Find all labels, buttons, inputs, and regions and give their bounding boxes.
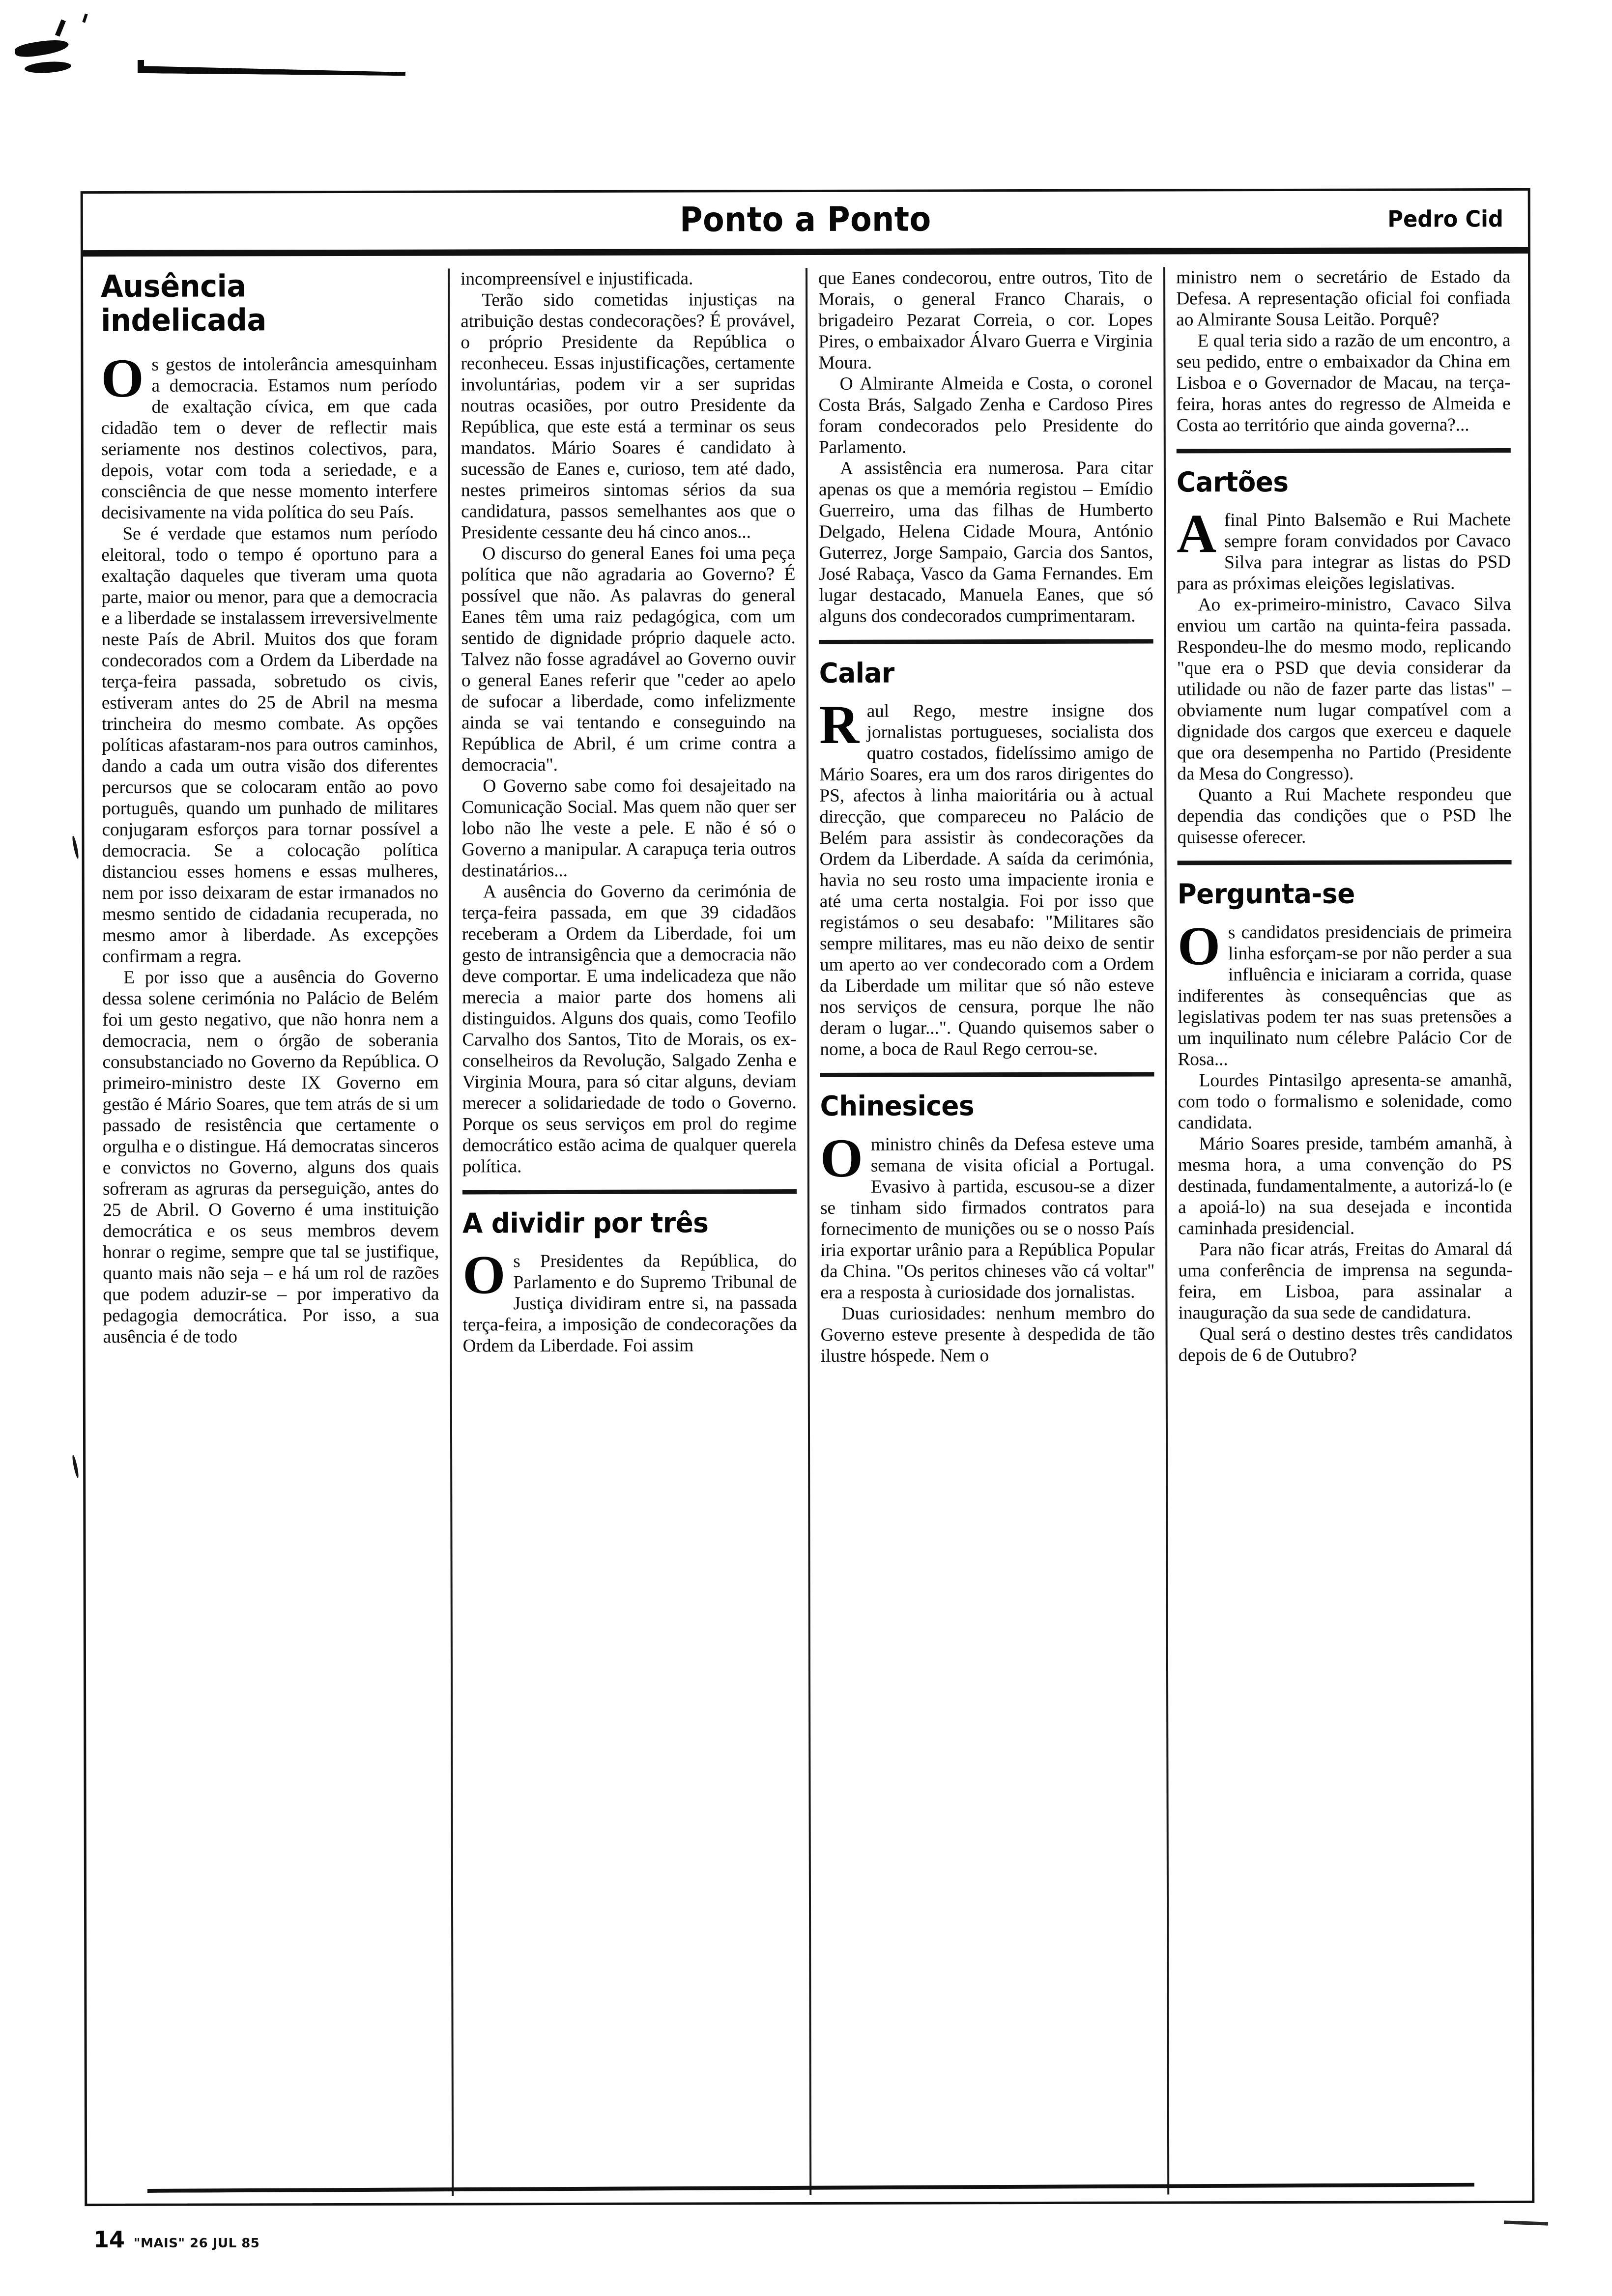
scan-artifact-bottom-speck (1504, 2220, 1548, 2225)
dropcap: R (819, 694, 859, 756)
paragraph (101, 347, 438, 523)
paragraph-text: s Presidentes da República, do Parlamento e do Supremo Tribunal de Justiça dividiram entre si, na passada terça-feira, a imposição de condecorações da Ordem da Liberdade. Foi assim (462, 1251, 797, 1356)
paragraph-text: ministro chinês da Defesa esteve uma semana de visita oficial a Portugal. Evasivo à partida, escusou-se a dizer se tinham sido firmados contratos para fornecimento de munições ou se o nosso País iria exportar urânio para a República Popular da China. "Os peritos chineses vão cá voltar" era a resposta à curiosidade dos jornalistas. (820, 1134, 1155, 1303)
paragraph: A ausência do Governo da cerimónia de terça-feira passada, em que 39 cidadãos receberam a Ordem da Liberdade, foi um gesto de intransigência que a democracia não deve comportar. E uma indelicadeza que não merecia a maior parte dos homens ali distinguidos. Alguns dos quais, como Teofilo Carvalho dos Santos, Tito de Morais, os ex-conselheiros da Revolução, Salgado Zenha e Virginia Moura, para só citar alguns, deviam merecer a solidariedade de todo o Governo. Porque os seus serviços em prol do regime democrático estão acima de qualquer querela política. (461, 881, 797, 1177)
article-calar (819, 639, 1154, 1061)
article-headline: Calar (819, 657, 894, 689)
article-body (819, 694, 1154, 1060)
paragraph: Para não ficar atrás, Freitas do Amaral dá uma conferência de imprensa na segunda-feira, em Lisboa, para assinalar a inauguração da sua sede de candidatura. (1178, 1238, 1513, 1323)
paragraph: Terão sido cometidas injustiças na atribuição destas condecorações? É provável, o próprio Presidente da República o reconheceu. Essas injustificações, certamente involuntárias, podem vir a ser supridas noutras ocasiões, por outro Presidente da República, que este está a terminar os seus mandatos. Mário Soares é candidato à sucessão de Eanes e, curioso, tem até dado, nestes primeiros sintomas sérios da sua candidatura, passos semelhantes aos que o Presidente cessante deu há cinco anos... (461, 289, 796, 543)
article-headline: Ausência indelicada (101, 268, 266, 339)
paragraph-text: aul Rego, mestre insigne dos jornalistas portugueses, socialista dos quatro costados, fidelíssimo amigo de Mário Soares, era um dos raros dirigentes do PS, afectos à linha maioritária ou à actual direcção, que compareceu no Palácio de Belém para assistir às condecorações da Ordem da Liberdade. A saída da cerimónia, havia no seu rosto uma impaciente ironia e até uma certa nostalgia. Foi por isso que registámos o seu desabafo: "Militares são sempre militares, mas eu não deixo de sentir um aperto ao ver condecorado com a Ordem da Liberdade um militar que só não esteve nos serviços de censura, porque lhe não deram o lugar...". Quando quisemos saber o nome, a boca de Raul Rego cerrou-se. (819, 700, 1154, 1060)
article-columns (83, 254, 1532, 2204)
column-4 (1163, 266, 1525, 2195)
page-footer (93, 2226, 259, 2253)
newspaper-page-frame (81, 188, 1535, 2206)
article-divider-rule (1177, 448, 1511, 453)
dropcap: A (1177, 503, 1217, 565)
article-divider-rule (1178, 860, 1512, 865)
article-body (1177, 915, 1513, 1366)
scan-edge-mark-upper (71, 835, 80, 859)
paragraph (1177, 503, 1511, 594)
article-body (101, 347, 439, 1347)
scan-artifact-tick (82, 14, 87, 23)
column-2 (448, 268, 809, 2196)
publication-date: "MAIS" 26 JUL 85 (134, 2236, 260, 2251)
paragraph: Mário Soares preside, também amanhã, à mesma hora, a uma convenção do PS destinada, fundamentalmente, a autorizá-lo (e a apoiá-lo) na sua desejada e incontida caminhada presidencial. (1178, 1133, 1513, 1239)
scan-edge-mark-lower (71, 1455, 80, 1478)
paragraph: Se é verdade que estamos num período eleitoral, todo o tempo é oportuno para a exaltação daqueles que tiveram uma quota parte, maior ou menor, para que a democracia e a liberdade se instalassem irreversivelmente neste País de Abril. Muitos dos que foram condecorados com a Ordem da Liberdade na terça-feira passada, sobretudo os civis, estiveram antes do 25 de Abril na mesma trincheira do mesmo combate. As opções políticas afastaram-nos para outros caminhos, dando a cada um outra visão dos diferentes percursos que se colocaram então ao povo português, quando um punhado de militares conjugaram esforços para tornar possível a democracia. Se a colocação política distanciou esses homens e essas mulheres, nem por isso deixaram de estar irmanados no mesmo sentido de cidadania recuperada, no mesmo amor à liberdade. As excepções confirmam a regra. (101, 523, 438, 967)
article-body (818, 267, 1153, 627)
article-divider-rule (819, 639, 1153, 644)
article-ausencia-indelicada (101, 269, 439, 1348)
column-1 (90, 269, 452, 2197)
paragraph: Qual será o destino destes três candidatos depois de 6 de Outubro? (1178, 1323, 1513, 1366)
paragraph (1177, 915, 1512, 1070)
article-headline: Cartões (1176, 466, 1289, 499)
masthead (83, 191, 1528, 257)
paragraph: Ao ex-primeiro-ministro, Cavaco Silva enviou um cartão na quinta-feira passada. Respondeu-lhe do mesmo modo, replicando "que era o PSD que devia considerar da utilidade ou não de fazer parte das listas" – obviamente num lugar compatível com a dignidade dos cargos que exerceu e daquele que ora desempenha no Partido (Presidente da Mesa do Congresso). (1177, 594, 1512, 784)
dropcap: O (1177, 915, 1221, 977)
article-headline: Chinesices (820, 1090, 975, 1123)
top-rule-line (138, 66, 405, 76)
article-body (461, 268, 797, 1177)
paragraph: incompreensível e injustificada. (461, 268, 693, 289)
paragraph-text: final Pinto Balsemão e Rui Machete sempre foram convidados por Cavaco Silva para integrar as listas do PSD para as próximas eleições legislativas. (1177, 510, 1511, 594)
dropcap: O (462, 1244, 506, 1306)
paragraph (462, 1244, 797, 1356)
paragraph-text: s gestos de intolerância amesquinham a democracia. Estamos num período de exaltação cívica, em que cada cidadão tem o dever de reflectir mais seriamente nos destinos colectivos, para, depois, votar com toda a seriedade, e a consciência de que nesse momento interfere decisivamente na vida política do seu País. (101, 354, 438, 523)
page-number: 14 (93, 2226, 125, 2253)
article-ausencia-indelicada-continuation (461, 268, 797, 1177)
article-divider-rule (462, 1189, 797, 1194)
paragraph: O Almirante Almeida e Costa, o coronel Costa Brás, Salgado Zenha e Cardoso Pires foram condecorados pelo Presidente do Parlamento. (818, 373, 1153, 458)
paragraph: que Eanes condecorou, entre outros, Tito de Morais, o general Franco Charais, o brigadeiro Pezarat Correia, o cor. Lopes Pires, o embaixador Álvaro Guerra e Virginia Moura. (818, 267, 1153, 373)
paragraph: Duas curiosidades: nenhum membro do Governo esteve presente à despedida de tão ilustre hóspede. Nem o (820, 1303, 1155, 1366)
article-headline: Pergunta-se (1177, 878, 1355, 911)
paragraph: ministro nem o secretário de Estado da Defesa. A representação oficial foi confiada ao Almirante Sousa Leitão. Porquê? (1176, 267, 1511, 330)
paragraph: E qual teria sido a razão de um encontro, a seu pedido, entre o embaixador da China em Lisboa e o Governador de Macau, na terça-feira, horas antes do regresso de Almeida e Costa ao território que ainda governa?... (1176, 330, 1511, 436)
article-a-dividir-por-tres-continuation (818, 267, 1153, 627)
scan-artifact-streak (55, 19, 66, 36)
paragraph: O discurso do general Eanes foi uma peça política que não agradaria ao Governo? É possível que não. As palavras do general Eanes têm uma raiz pedagógica, com um sentido de dignidade próprio daquele acto. Talvez não fosse agradável ao Governo ouvir o general Eanes referir que "ceder ao apelo de sufocar a liberdade, como infelizmente ainda se vai tentando e conseguindo na República de Abril, é um crime contra a democracia". (461, 543, 796, 775)
scan-artifact-blob-left-lower (24, 60, 71, 75)
article-body (1177, 503, 1512, 848)
paragraph: Lourdes Pintasilgo apresenta-se amanhã, com todo o formalismo e solenidade, como candidata. (1178, 1069, 1512, 1133)
paragraph: O Governo sabe como foi desajeitado na Comunicação Social. Mas quem não quer ser lobo não lhe veste a pele. E não é só o Governo a manipular. A carapuça teria outros destinatários... (461, 775, 796, 881)
paragraph (819, 694, 1154, 1060)
scan-artifact-blob-left (14, 37, 69, 59)
masthead-title: Ponto a Ponto (679, 200, 931, 240)
article-divider-rule (820, 1072, 1154, 1077)
dropcap: O (820, 1127, 863, 1189)
paragraph: E por isso que a ausência do Governo dessa solene cerimónia no Palácio de Belém foi um gesto negativo, que não honra nem a democracia, nem o órgão de soberania consubstanciado no Governo da República. O primeiro-ministro deste IX Governo em gestão é Mário Soares, que tem atrás de si um passado de resistência que certamente o orgulha e o distingue. Há democratas sinceros e convictos no Governo, alguns dos quais sofreram as agruras da perseguição, antes do 25 de Abril. O Governo é uma instituição democrática e os seus membros devem honrar o regime, sempre que tal se justifique, quanto mais não seja – e há um rol de razões que podem aduzir-se – por imperativo da pedagogia democrática. Por isso, a sua ausência é de todo (102, 967, 439, 1347)
paragraph (820, 1127, 1155, 1303)
column-3 (806, 267, 1167, 2195)
article-body (462, 1244, 797, 1356)
paragraph-text: s candidatos presidenciais de primeira linha esforçam-se por não perder a sua influência e iniciaram a corrida, quase indiferentes às consequências que as legislativas podem ter nas suas pretensões a um inquilinato num célebre Palácio Cor de Rosa... (1178, 921, 1512, 1070)
article-chinesices-continuation (1176, 266, 1511, 436)
article-a-dividir-por-tres (462, 1189, 797, 1357)
paragraph: Quanto a Rui Machete respondeu que dependia das condições que o PSD lhe quisesse oferecer. (1177, 784, 1512, 848)
article-cartoes (1177, 448, 1512, 848)
paragraph: A assistência era numerosa. Para citar apenas os que a memória registou – Emídio Guerreiro, uma das filhas de Humberto Delgado, Helena Cidade Moura, António Guterrez, Jorge Sampaio, Garcia dos Santos, José Rabaça, Vasco da Gama Fernandes. Em lugar destacado, Manuela Eanes, que só alguns dos condecorados cumprimentaram. (818, 458, 1153, 627)
article-pergunta-se (1178, 860, 1513, 1366)
dropcap: O (101, 347, 144, 409)
article-headline: A dividir por três (462, 1207, 709, 1240)
article-body (1176, 266, 1511, 436)
article-chinesices (820, 1072, 1154, 1367)
article-body (820, 1127, 1155, 1366)
masthead-byline: Pedro Cid (1387, 205, 1504, 232)
